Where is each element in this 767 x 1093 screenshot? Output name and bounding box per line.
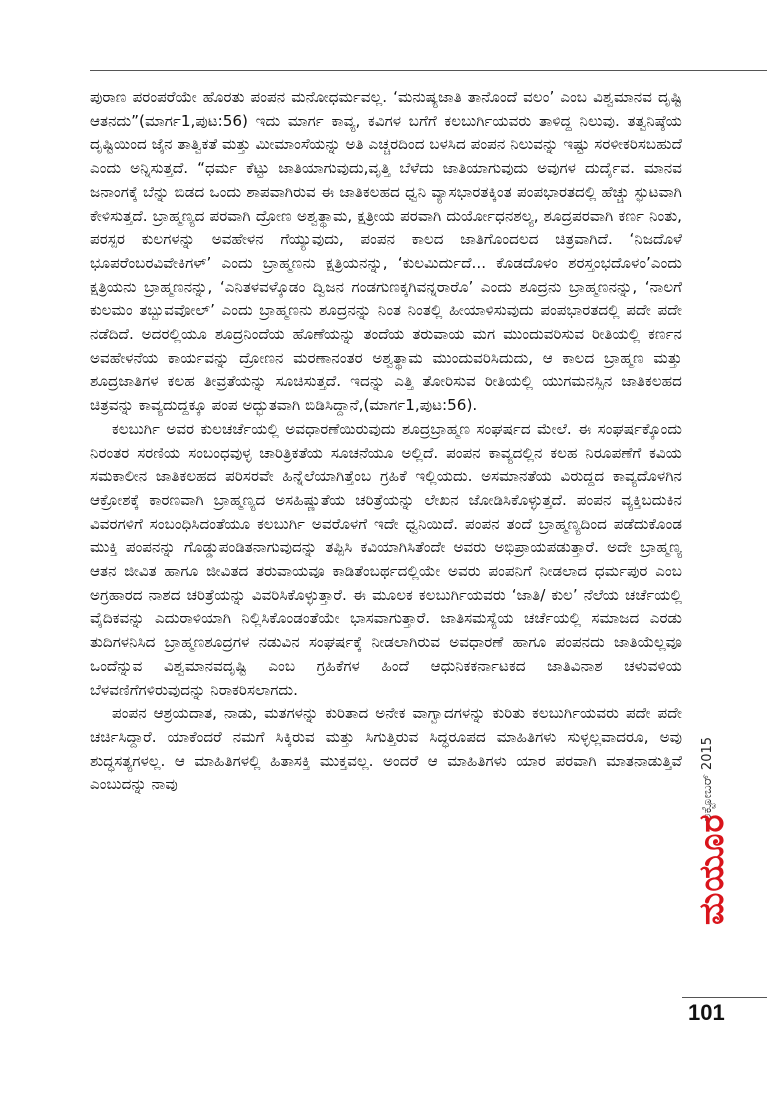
paragraph-1: ಪುರಾಣ ಪರಂಪರೆಯೇ ಹೊರತು ಪಂಪನ ಮನೋಧರ್ಮವಲ್ಲ. ‘ಮನುಷ್ಯಜಾತಿ ತಾನೊಂದೆ ವಲಂ’ ಎಂಬ ವಿಶ್ವಮಾನವ ದೃಷ್ಟಿ ಆತನದು”(ಮಾರ್ಗ1,ಪುಟ:56) ಇದು ಮಾರ್ಗ ಕಾವ್ಯ, ಕವಿಗಳ ಬಗೆಗೆ ಕಲಬುರ್ಗಿಯವರು ತಾಳಿದ್ದ ನಿಲುವು. ತತ್ವನಿಷ್ಠೆಯ ದೃಷ್ಟಿಯಿಂದ ಜೈನ ತಾತ್ವಿಕತೆ ಮತ್ತು ಮೀಮಾಂಸೆಯನ್ನು ಅತಿ ಎಚ್ಚರದಿಂದ ಬಳಸಿದ ಪಂಪನ ನಿಲುವನ್ನು ಇಷ್ಟು ಸರಳೀಕರಿಸಬಹುದೆ ಎಂದು ಅನ್ನಿಸುತ್ತದೆ. “ಧರ್ಮ ಕೆಟ್ಟು ಜಾತಿಯಾಗುವುದು,ವೃತ್ತಿ ಬೆಳೆದು ಜಾತಿಯಾಗುವುದು ಅವುಗಳ ದುರ್ದೈವ. ಮಾನವ ಜನಾಂಗಕ್ಕೆ ಬೆನ್ನು ಬಿಡದ ಒಂದು ಶಾಪವಾಗಿರುವ ಈ ಜಾತಿಕಲಹದ ಧ್ವನಿ ವ್ಯಾಸಭಾರತಕ್ಕಿಂತ ಪಂಪಭಾರತದಲ್ಲಿ ಹೆಚ್ಚು ಸ್ಫುಟವಾಗಿ ಕೇಳಿಸುತ್ತದೆ. ಬ್ರಾಹ್ಮಣ್ಯದ ಪರವಾಗಿ ದ್ರೋಣ ಅಶ್ವತ್ಥಾಮ, ಕ್ಷತ್ರೀಯ ಪರವಾಗಿ ದುರ್ಯೋಧನಶಲ್ಯ, ಶೂದ್ರಪರವಾಗಿ ಕರ್ಣ ನಿಂತು, ಪರಸ್ಪರ ಕುಲಗಳನ್ನು ಅವಹೇಳನ ಗೆಯ್ಯುವುದು, ಪಂಪನ ಕಾಲದ ಜಾತಿಗೊಂದಲದ ಚಿತ್ರವಾಗಿದೆ. ‘ನಿಜದೊಳೆ ಭೂಪರೆಂಬರವಿವೇಕಿಗಳ್’ ಎಂದು ಬ್ರಾಹ್ಮಣನು ಕ್ಷತ್ರಿಯನನ್ನು, ‘ಕುಲಮಿರ್ದುದೆ... ಕೊಡದೊಳಂ ಶರಸ್ತಂಭದೊಳಂ’ಎಂದು ಕ್ಷತ್ರಿಯನು ಬ್ರಾಹ್ಮಣನನ್ನು, ‘ಎನಿತಳವಳ್ಕೊಡಂ ದ್ವಿಜನ ಗಂಡಗುಣಕ್ಕಗಿವನ್ನರಾರೊ’ ಎಂದು ಶೂದ್ರನು ಬ್ರಾಹ್ಮಣನನ್ನು, ‘ನಾಲಗೆ ಕುಲಮಂ ತಬ್ಬುವವೋಲ್’ ಎಂದು ಬ್ರಾಹ್ಮಣನು ಶೂದ್ರನನ್ನು ನಿಂತ ನಿಂತಲ್ಲಿ ಹೀಯಾಳಿಸುವುದು ಪಂಪಭಾರತದಲ್ಲಿ ಪದೇ ಪದೇ ನಡೆದಿದೆ. ಅದರಲ್ಲಿಯೂ ಶೂದ್ರನಿಂದೆಯ ಹೊಣೆಯನ್ನು ತಂದೆಯ ತರುವಾಯ ಮಗ ಮುಂದುವರಿಸುವ ರೀತಿಯಲ್ಲಿ ಕರ್ಣನ ಅವಹೇಳನೆಯ ಕಾರ್ಯವನ್ನು ದ್ರೋಣನ ಮರಣಾನಂತರ ಅಶ್ವತ್ಥಾಮ ಮುಂದುವರಿಸಿದುದು, ಆ ಕಾಲದ ಬ್ರಾಹ್ಮಣ ಮತ್ತು ಶೂದ್ರಜಾತಿಗಳ ಕಲಹ ತೀವ್ರತೆಯನ್ನು ಸೂಚಿಸುತ್ತದೆ. ಇದನ್ನು ಎತ್ತಿ ತೋರಿಸುವ ರೀತಿಯಲ್ಲಿ ಯುಗಮನಸ್ಸಿನ ಜಾತಿಕಲಹದ ಚಿತ್ರವನ್ನು ಕಾವ್ಯದುದ್ದಕ್ಕೂ ಪಂಪ ಅದ್ಭುತವಾಗಿ ಬಿಡಿಸಿದ್ದಾನೆ,(ಮಾರ್ಗ1,ಪುಟ:56). bbox=[90, 88, 682, 415]
footer-rule bbox=[682, 997, 767, 998]
header-rule bbox=[90, 70, 767, 71]
paragraph-3: ಪಂಪನ ಆಶ್ರಯದಾತ, ನಾಡು, ಮತಗಳನ್ನು ಕುರಿತಾದ ಅನೇಕ ವಾಗ್ವಾದಗಳನ್ನು ಕುರಿತು ಕಲಬುರ್ಗಿಯವರು ಪದೇ ಪದೇ ಚರ್ಚಿಸಿದ್ದಾರೆ. ಯಾಕೆಂದರೆ ನಮಗೆ ಸಿಕ್ಕಿರುವ ಮತ್ತು ಸಿಗುತ್ತಿರುವ ಸಿದ್ಧರೂಪದ ಮಾಹಿತಿಗಳು ಸುಳ್ಳಲ್ಲವಾದರೂ, ಅವು ಶುದ್ಧಸತ್ಯಗಳಲ್ಲ. ಆ ಮಾಹಿತಿಗಳಲ್ಲಿ ಹಿತಾಸಕ್ತಿ ಮುಕ್ತವಲ್ಲ. ಅಂದರೆ ಆ ಮಾಹಿತಿಗಳು ಯಾರ ಪರವಾಗಿ ಮಾತನಾಡುತ್ತಿವೆ ಎಂಬುದನ್ನು ನಾವು bbox=[90, 704, 682, 794]
magazine-logo: ಮಯೂರ bbox=[692, 813, 732, 925]
paragraph-2: ಕಲಬುರ್ಗಿ ಅವರ ಕುಲಚರ್ಚೆಯಲ್ಲಿ ಅವಧಾರಣೆಯಿರುವುದು ಶೂದ್ರಬ್ರಾಹ್ಮಣ ಸಂಘರ್ಷದ ಮೇಲೆ. ಈ ಸಂಘರ್ಷಕ್ಕೊಂದು ನಿರಂತರ ಸರಣಿಯ ಸಂಬಂಧವುಳ್ಳ ಚಾರಿತ್ರಿಕತೆಯ ಸೂಚನೆಯೂ ಅಲ್ಲಿದೆ. ಪಂಪನ ಕಾವ್ಯದಲ್ಲಿನ ಕಲಹ ನಿರೂಪಣೆಗೆ ಕವಿಯ ಸಮಕಾಲೀನ ಜಾತಿಕಲಹದ ಪರಿಸರವೇ ಹಿನ್ನೆಲೆಯಾಗಿತ್ತೆಂಬ ಗ್ರಹಿಕೆ ಇಲ್ಲಿಯದು. ಅಸಮಾನತೆಯ ವಿರುದ್ದದ ಕಾವ್ಯದೊಳಗಿನ ಆಕ್ರೋಶಕ್ಕೆ ಕಾರಣವಾಗಿ ಬ್ರಾಹ್ಮಣ್ಯದ ಅಸಹಿಷ್ಣುತೆಯ ಚರಿತ್ರೆಯನ್ನು ಲೇಖನ ಜೋಡಿಸಿಕೊಳ್ಳುತ್ತದೆ. ಪಂಪನ ವ್ಯಕ್ತಿಬದುಕಿನ ವಿವರಗಳಿಗೆ ಸಂಬಂಧಿಸಿದಂತೆಯೂ ಕಲಬುರ್ಗಿ ಅವರೊಳಗೆ ಇದೇ ಧ್ವನಿಯಿದೆ. ಪಂಪನ ತಂದೆ ಬ್ರಾಹ್ಮಣ್ಯದಿಂದ ಪಡೆದುಕೊಂಡ ಮುಕ್ತಿ ಪಂಪನನ್ನು ಗೊಡ್ಡುಪಂಡಿತನಾಗುವುದನ್ನು ತಪ್ಪಿಸಿ ಕವಿಯಾಗಿಸಿತೆಂದೇ ಅವರು ಅಭಿಪ್ರಾಯಪಡುತ್ತಾರೆ. ಅದೇ ಬ್ರಾಹ್ಮಣ್ಯ ಆತನ ಜೀವಿತ ಹಾಗೂ ಜೀವಿತದ ತರುವಾಯವೂ ಕಾಡಿತೆಂಬರ್ಥದಲ್ಲಿಯೇ ಅವರು ಪಂಪನಿಗೆ ನೀಡಲಾದ ಧರ್ಮಪುರ ಎಂಬ ಅಗ್ರಹಾರದ ನಾಶದ ಚರಿತ್ರೆಯನ್ನು ವಿವರಿಸಿಕೊಳ್ಳುತ್ತಾರೆ. ಈ ಮೂಲಕ ಕಲಬುರ್ಗಿಯವರು ‘ಜಾತಿ/ ಕುಲ’ ನೆಲೆಯ ಚರ್ಚೆಯಲ್ಲಿ ವೈದಿಕವನ್ನು ಎದುರಾಳಿಯಾಗಿ ನಿಲ್ಲಿಸಿಕೊಂಡಂತೆಯೇ ಭಾಸವಾಗುತ್ತಾರೆ. ಜಾತಿಸಮಸ್ಯೆಯ ಚರ್ಚೆಯಲ್ಲಿ ಸಮಾಜದ ಎರಡು ತುದಿಗಳನಿಸಿದ ಬ್ರಾಹ್ಮಣಶೂದ್ರಗಳ ನಡುವಿನ ಸಂಘರ್ಷಕ್ಕೆ ನೀಡಲಾಗಿರುವ ಅವಧಾರಣೆ ಹಾಗೂ ಪಂಪನದು ಜಾತಿಯೆಲ್ಲವೂ ಒಂದೆನ್ನುವ ವಿಶ್ವಮಾನವದೃಷ್ಟಿ ಎಂಬ ಗ್ರಹಿಕೆಗಳ ಹಿಂದೆ ಆಧುನಿಕಕರ್ನಾಟಕದ ಜಾತಿವಿನಾಶ ಚಳುವಳಿಯ ಬೆಳವಣಿಗೆಗಳಿರುವುದನ್ನು ನಿರಾಕರಿಸಲಾಗದು. bbox=[90, 419, 682, 699]
page-number: 101 bbox=[688, 1000, 725, 1025]
article-body bbox=[90, 86, 682, 797]
issue-date: ಅಕ್ಟೋಬರ್ 2015 bbox=[700, 736, 715, 822]
